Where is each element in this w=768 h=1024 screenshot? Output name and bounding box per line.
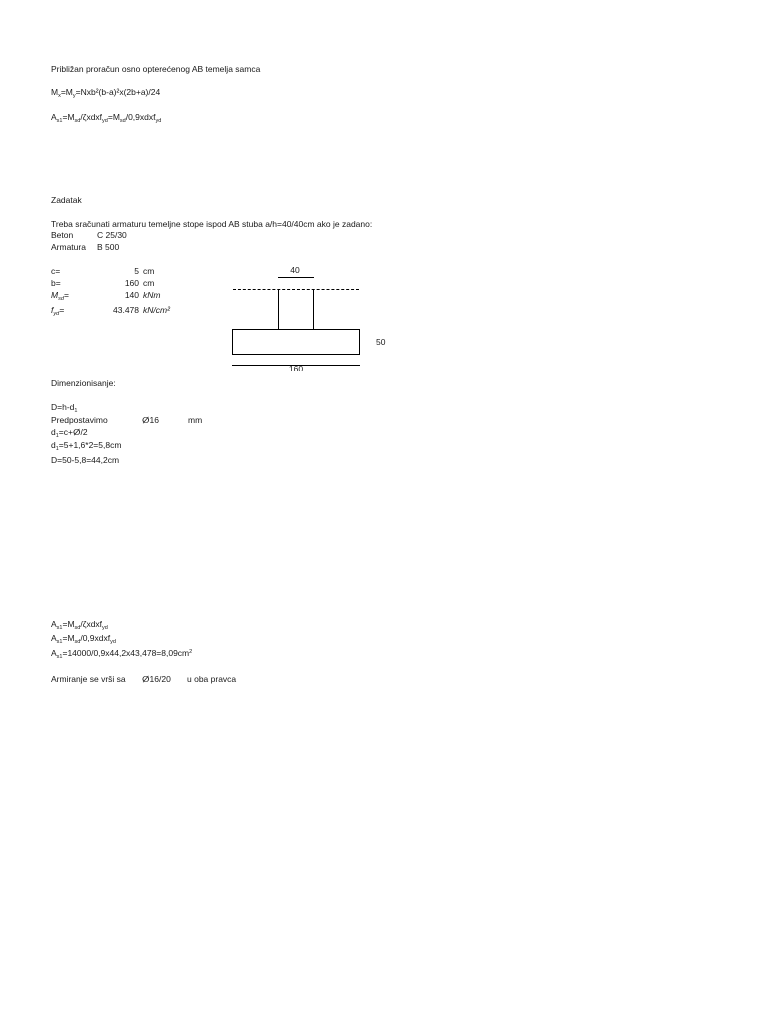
ground-level-line [233, 289, 359, 290]
footing-width-dimension: 160 [288, 364, 304, 371]
param-c-unit: cm [143, 266, 155, 276]
column-width-dimension: 40 [290, 265, 300, 275]
column-left-edge [278, 290, 279, 330]
dimensioning-heading: Dimenzionisanje: [51, 378, 116, 388]
assume-label: Predpostavimo [51, 415, 108, 425]
as-formula-1: $A_{s1}=M_{sd}/\zeta xdxf_{yd}$ [51, 619, 108, 631]
param-c-value: 5 [134, 266, 139, 276]
effective-depth-result: D=50-5,8=44,2cm [51, 455, 120, 465]
reinforcement-label: Armiranje se vrši sa [51, 674, 126, 684]
footing-rectangle [232, 329, 360, 355]
reinforcement-area-formula: $A_{s1}=M_{sd}/\zeta xdxf_{yd}=M_{sd}/0,9xdxf_{yd}$ [51, 112, 162, 124]
task-text: Treba sračunati armaturu temeljne stope ispod AB stuba a/h=40/40cm ako je zadano: [51, 219, 373, 229]
param-fyd-unit: kN/cm² [143, 305, 170, 315]
material-steel-label: Armatura [51, 242, 86, 252]
material-concrete-label: Beton [51, 230, 74, 240]
reinforcement-direction: u oba pravca [187, 674, 237, 684]
d1-formula: $d_1=c+ⵁ/2$ [51, 427, 88, 439]
column-width-dimension-line [278, 277, 314, 278]
material-steel-value: B 500 [97, 242, 120, 252]
task-heading: Zadatak [51, 195, 82, 205]
doc-title: Približan proračun osno opterećenog AB temelja samca [51, 64, 261, 74]
reinforcement-bars: ⵁ16/20 [142, 674, 171, 684]
param-msd-value: 140 [124, 290, 139, 300]
param-fyd-label: $f_{yd}=$ [51, 305, 65, 317]
param-msd-label: $M_{sd}=$ [51, 290, 69, 302]
as-formula-2: $A_{s1}=M_{sd}/0,9xdxf_{yd}$ [51, 633, 116, 645]
param-b-unit: cm [143, 278, 155, 288]
material-concrete-value: C 25/30 [97, 230, 127, 240]
as-result: $A_{s1}=14000/0,9x44,2x43,478=8,09cm^2$ [51, 648, 193, 660]
param-msd-unit: kNm [143, 290, 161, 300]
param-b-value: 160 [124, 278, 139, 288]
footing-height-dimension: 50 [376, 337, 386, 347]
param-b-label: b= [51, 278, 61, 288]
d1-result: $d_1=5+1,6*2=5,8cm$ [51, 440, 122, 452]
assumed-bar-unit: mm [188, 415, 203, 425]
column-right-edge [313, 290, 314, 330]
param-c-label: c= [51, 266, 61, 276]
moment-formula: $M_x=M_y=Nxb^2(b-a)^2x(2b+a)/24$ [51, 87, 161, 99]
assumed-bar-diameter: ⵁ16 [142, 415, 159, 425]
param-fyd-value: 43.478 [113, 305, 139, 315]
effective-depth-formula: $D=h-d_1$ [51, 402, 78, 414]
